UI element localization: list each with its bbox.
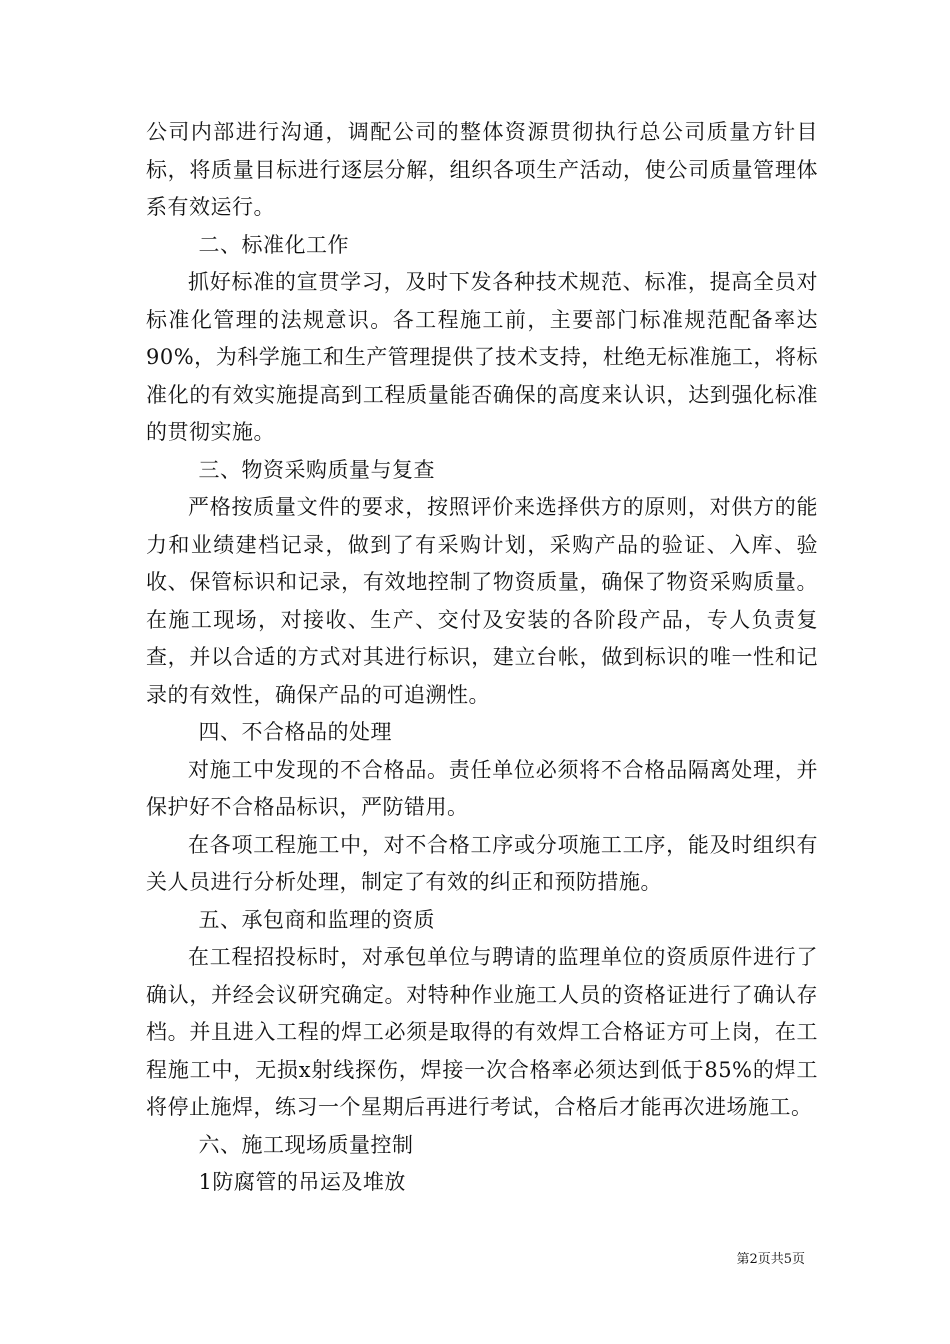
paragraph-procurement: 严格按质量文件的要求，按照评价来选择供方的原则，对供方的能力和业绩建档记录，做到了有采购计划，采购产品的验证、入库、验收、保管标识和记录，有效地控制了物资质量，确保了物资采购质量。在施工现场，对接收、生产、交付及安装的各阶段产品，专人负责复查，并以合适的方式对其进行标识，建立台帐，做到标识的唯一性和记录的有效性，确保产品的可追溯性。 xyxy=(146,495,818,707)
section-heading-nonconforming: 四、不合格品的处理 xyxy=(198,720,392,744)
paragraph-standardization: 抓好标准的宣贯学习，及时下发各种技术规范、标准，提高全员对标准化管理的法规意识。各工程施工前，主要部门标准规范配备率达90%，为科学施工和生产管理提供了技术支持，杜绝无标准施工，将标准化的有效实施提高到工程质量能否确保的高度来认识，达到强化标准的贯彻实施。 xyxy=(146,270,818,444)
paragraph-nonconforming-1: 对施工中发现的不合格品。责任单位必须将不合格品隔离处理，并保护好不合格品标识，严防错用。 xyxy=(146,757,818,819)
paragraph-nonconforming-2: 在各项工程施工中，对不合格工序或分项施工工序，能及时组织有关人员进行分析处理，制定了有效的纠正和预防措施。 xyxy=(146,832,818,894)
section-heading-standardization: 二、标准化工作 xyxy=(198,232,349,257)
section-heading-procurement: 三、物资采购质量与复查 xyxy=(198,457,435,482)
document-body xyxy=(146,114,818,1202)
section-heading-qualification: 五、承包商和监理的资质 xyxy=(198,907,435,932)
subsection-heading-pipe-handling: 1防腐管的吊运及堆放 xyxy=(198,1170,406,1194)
paragraph-continuation: 公司内部进行沟通，调配公司的整体资源贯彻执行总公司质量方针目标，将质量目标进行逐层分解，组织各项生产活动，使公司质量管理体系有效运行。 xyxy=(146,120,818,219)
paragraph-qualification: 在工程招投标时，对承包单位与聘请的监理单位的资质原件进行了确认，并经会议研究确定。对特种作业施工人员的资格证进行了确认存档。并且进入工程的焊工必须是取得的有效焊工合格证方可上岗，在工程施工中，无损x射线探伤，焊接一次合格率必须达到低于85%的焊工将停止施焊，练习一个星期后再进行考试，合格后才能再次进场施工。 xyxy=(146,945,818,1119)
section-heading-site-quality: 六、施工现场质量控制 xyxy=(198,1132,414,1157)
page-number: 第2页共5页 xyxy=(736,1252,805,1267)
